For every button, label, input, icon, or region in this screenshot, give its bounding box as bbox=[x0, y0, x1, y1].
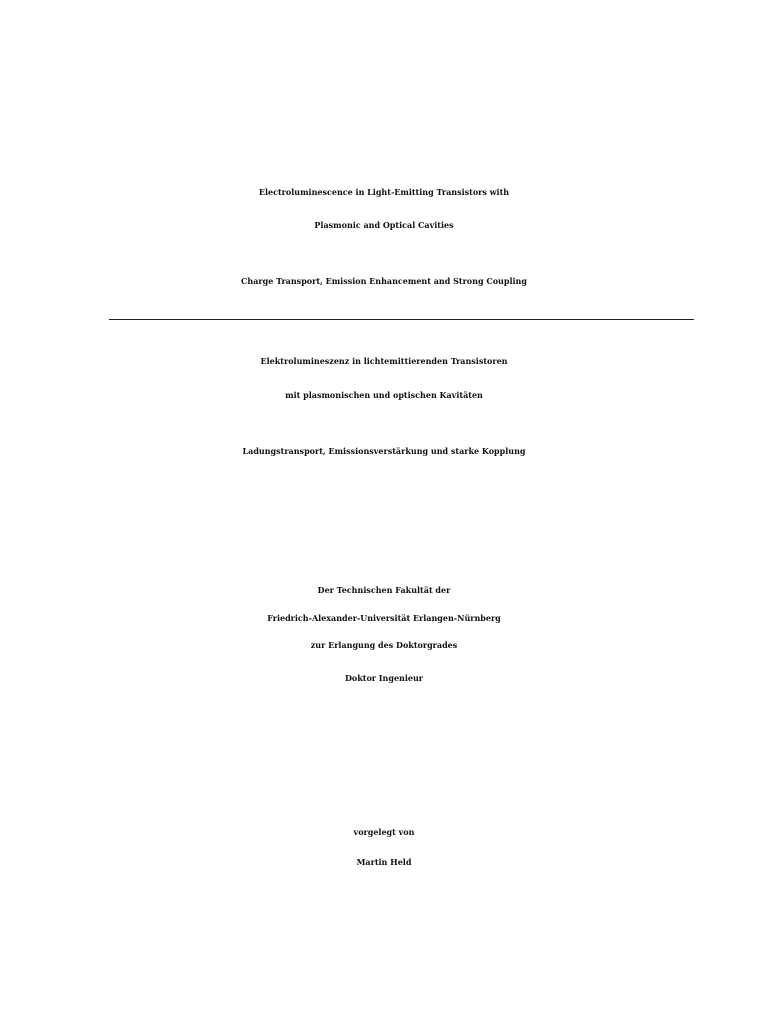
english-subtitle: Charge Transport, Emission Enhancement and Strong Coupling bbox=[241, 276, 527, 286]
degree-title: Doktor Ingenieur bbox=[344, 673, 424, 683]
author-name: Martin Held bbox=[356, 857, 412, 867]
german-title-line-2: mit plasmonischen und optischen Kavitäten bbox=[285, 390, 483, 400]
faculty-line-3: zur Erlangung des Doktorgrades bbox=[310, 640, 458, 650]
faculty-line-1: Der Technischen Fakultät der bbox=[317, 585, 451, 595]
submitted-by-label: vorgelegt von bbox=[353, 827, 415, 837]
university-name: Friedrich-Alexander-Universität Erlangen-Nürnberg bbox=[267, 613, 501, 623]
title-divider bbox=[109, 319, 694, 320]
german-title-line-1: Elektrolumineszenz in lichtemittierenden Transistoren bbox=[260, 356, 508, 366]
english-title-line-1: Electroluminescence in Light-Emitting Transistors with bbox=[258, 187, 510, 197]
german-subtitle: Ladungstransport, Emissionsverstärkung und starke Kopplung bbox=[242, 446, 526, 456]
english-title-line-2: Plasmonic and Optical Cavities bbox=[314, 220, 454, 230]
